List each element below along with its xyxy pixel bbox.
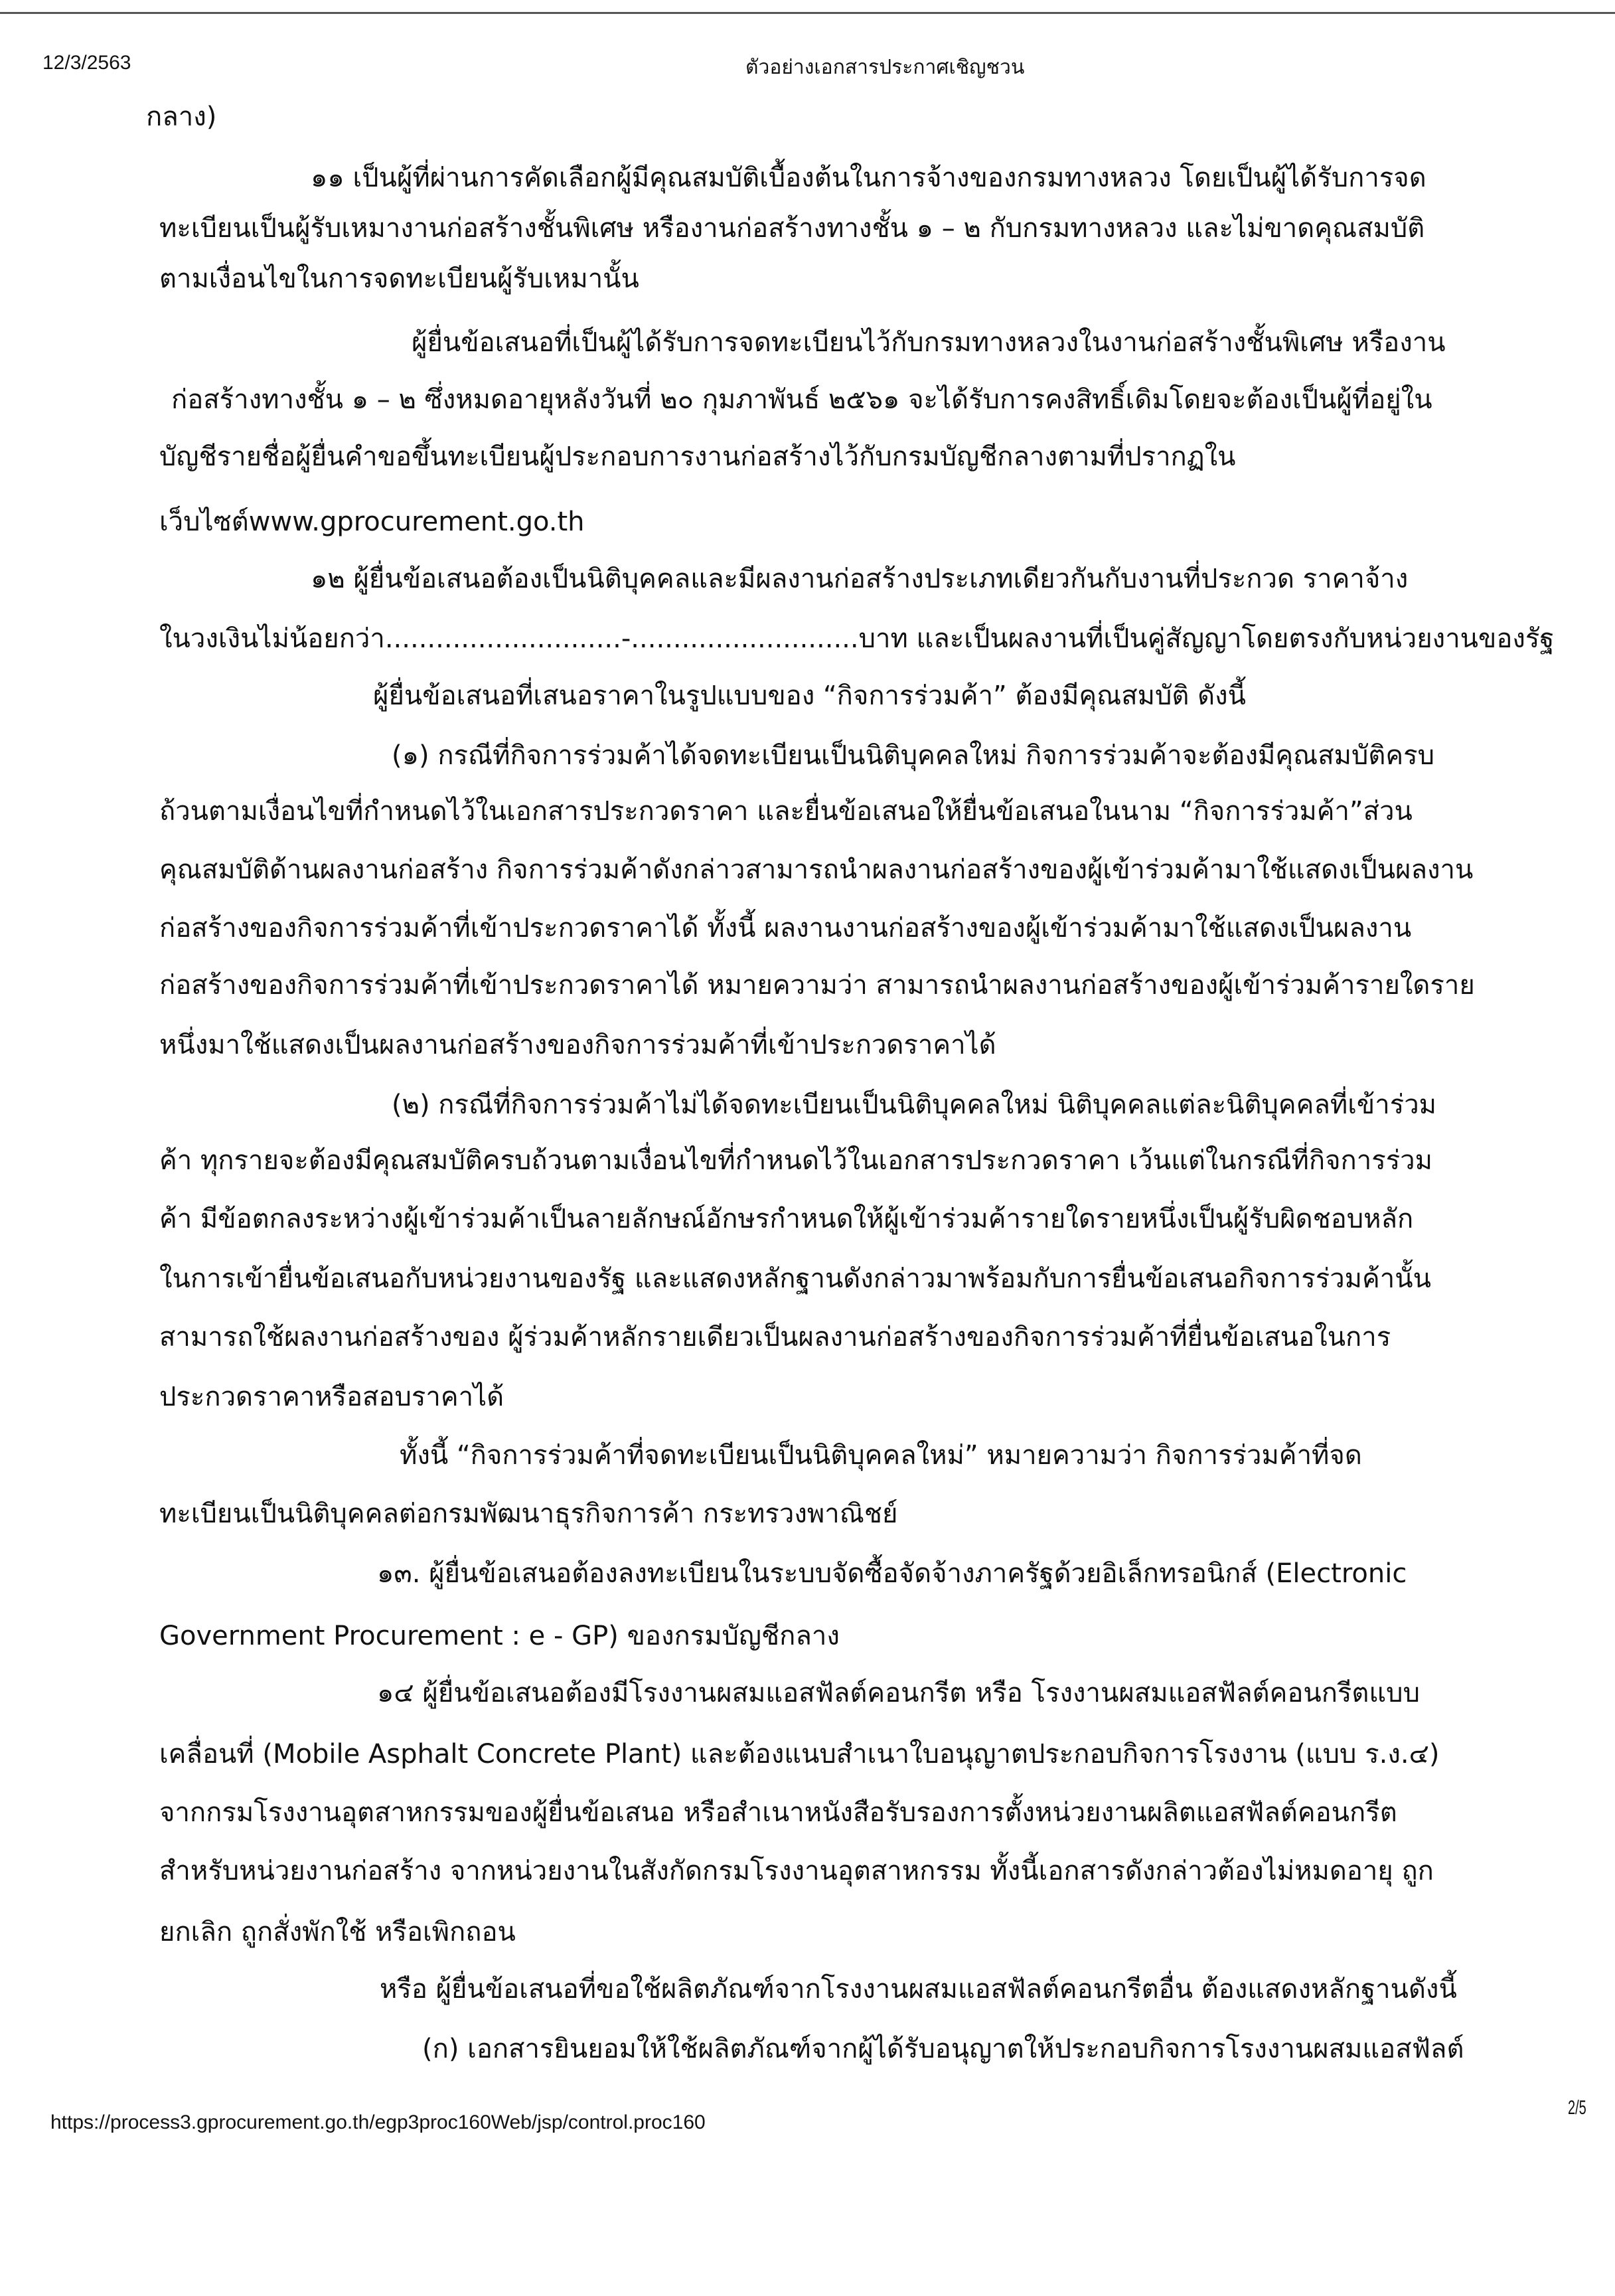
text-line: ๑๒ ผู้ยื่นข้อเสนอต้องเป็นนิติบุคคลและมีผลงานก่อสร้างประเภทเดียวกันกับงานที่ประกวด ราคาจ้าง (311, 564, 1409, 594)
text-line: จากกรมโรงงานอุตสาหกรรมของผู้ยื่นข้อเสนอ หรือสำเนาหนังสือรับรองการตั้งหน่วยงานผลิตแอสฟัลต์คอนกรีต (159, 1797, 1397, 1828)
text-line: หนึ่งมาใช้แสดงเป็นผลงานก่อสร้างของกิจการร่วมค้าที่เข้าประกวดราคาได้ (159, 1030, 996, 1060)
text-line: ผู้ยื่นข้อเสนอที่เป็นผู้ได้รับการจดทะเบียนไว้กับกรมทางหลวงในงานก่อสร้างชั้นพิเศษ หรืองาน (412, 327, 1446, 358)
document-title: ตัวอย่างเอกสารประกาศเชิญชวน (745, 56, 1025, 78)
page-number: 2/5 (1568, 2097, 1586, 2119)
text-line: ในวงเงินไม่น้อยกว่า............................-...........................บาท และเป็นผลงานที่เป็นคู่สัญญาโดยตรงกับหน่วยงานของรัฐ (159, 623, 1555, 654)
text-line: หรือ ผู้ยื่นข้อเสนอที่ขอใช้ผลิตภัณฑ์จากโรงงานผสมแอสฟัลต์คอนกรีตอื่น ต้องแสดงหลักฐานดังนี้ (380, 1974, 1457, 2005)
text-line: ก่อสร้างของกิจการร่วมค้าที่เข้าประกวดราคาได้ หมายความว่า สามารถนำผลงานก่อสร้างของผู้เข้าร่วมค้ารายใดราย (159, 970, 1475, 1001)
text-line: ค้า ทุกรายจะต้องมีคุณสมบัติครบถ้วนตามเงื่อนไขที่กำหนดไว้ในเอกสารประกวดราคา เว้นแต่ในกรณีที่กิจการร่วม (159, 1145, 1433, 1176)
text-line: ในการเข้ายื่นข้อเสนอกับหน่วยงานของรัฐ และแสดงหลักฐานดังกล่าวมาพร้อมกับการยื่นข้อเสนอกิจการร่วมค้านั้น (159, 1264, 1431, 1294)
text-line: กลาง) (146, 102, 217, 132)
text-line: ทะเบียนเป็นผู้รับเหมางานก่อสร้างชั้นพิเศษ หรืองานก่อสร้างทางชั้น ๑ – ๒ กับกรมทางหลวง และไม่ขาดคุณสมบัติ (159, 213, 1425, 244)
text-line: ๑๓. ผู้ยื่นข้อเสนอต้องลงทะเบียนในระบบจัดซื้อจัดจ้างภาครัฐด้วยอิเล็กทรอนิกส์ (Electronic (377, 1558, 1407, 1589)
print-date: 12/3/2563 (42, 52, 131, 74)
footer-url: https://process3.gprocurement.go.th/egp3proc160Web/jsp/control.proc160 (50, 2111, 706, 2133)
text-line: ก่อสร้างทางชั้น ๑ – ๒ ซึ่งหมดอายุหลังวันที่ ๒๐ กุมภาพันธ์ ๒๕๖๑ จะได้รับการคงสิทธิ์เดิมโดยจะต้องเป็นผู้ที่อยู่ใน (171, 384, 1432, 415)
text-line: ก่อสร้างของกิจการร่วมค้าที่เข้าประกวดราคาได้ ทั้งนี้ ผลงานงานก่อสร้างของผู้เข้าร่วมค้ามาใช้แสดงเป็นผลงาน (159, 913, 1412, 943)
text-line: (๒) กรณีที่กิจการร่วมค้าไม่ได้จดทะเบียนเป็นนิติบุคคลใหม่ นิติบุคคลแต่ละนิติบุคคลที่เข้าร่วม (392, 1090, 1437, 1120)
text-line: (๑) กรณีที่กิจการร่วมค้าได้จดทะเบียนเป็นนิติบุคคลใหม่ กิจการร่วมค้าจะต้องมีคุณสมบัติครบ (392, 740, 1434, 771)
text-line: Government Procurement : e - GP) ของกรมบัญชีกลาง (159, 1621, 840, 1651)
scan-top-rule (0, 12, 1615, 14)
text-line: เคลื่อนที่ (Mobile Asphalt Concrete Plant) และต้องแนบสำเนาใบอนุญาตประกอบกิจการโรงงาน (แบบ ร.ง.๔) (159, 1739, 1440, 1769)
text-line: (ก) เอกสารยินยอมให้ใช้ผลิตภัณฑ์จากผู้ได้รับอนุญาตให้ประกอบกิจการโรงงานผสมแอสฟัลต์ (422, 2034, 1464, 2064)
text-line: สามารถใช้ผลงานก่อสร้างของ ผู้ร่วมค้าหลักรายเดียวเป็นผลงานก่อสร้างของกิจการร่วมค้าที่ยื่นข้อเสนอในการ (159, 1322, 1391, 1353)
text-line: ผู้ยื่นข้อเสนอที่เสนอราคาในรูปแบบของ “กิจการร่วมค้า” ต้องมีคุณสมบัติ ดังนี้ (373, 681, 1246, 711)
text-line: คุณสมบัติด้านผลงานก่อสร้าง กิจการร่วมค้าดังกล่าวสามารถนำผลงานก่อสร้างของผู้เข้าร่วมค้ามาใช้แสดงเป็นผลงาน (159, 855, 1474, 885)
text-line: ถ้วนตามเงื่อนไขที่กำหนดไว้ในเอกสารประกวดราคา และยื่นข้อเสนอให้ยื่นข้อเสนอในนาม “กิจการร่วมค้า”ส่วน (159, 796, 1413, 827)
text-line: เว็บไซต์www.gprocurement.go.th (159, 507, 585, 537)
text-line: ค้า มีข้อตกลงระหว่างผู้เข้าร่วมค้าเป็นลายลักษณ์อักษรกำหนดให้ผู้เข้าร่วมค้ารายใดรายหนึ่งเป็นผู้รับผิดชอบหลัก (159, 1204, 1414, 1234)
text-line: สำหรับหน่วยงานก่อสร้าง จากหน่วยงานในสังกัดกรมโรงงานอุตสาหกรรม ทั้งนี้เอกสารดังกล่าวต้องไม่หมดอายุ ถูก (159, 1856, 1434, 1886)
text-line: ประกวดราคาหรือสอบราคาได้ (159, 1382, 504, 1412)
text-line: ๑๔ ผู้ยื่นข้อเสนอต้องมีโรงงานผสมแอสฟัลต์คอนกรีต หรือ โรงงานผสมแอสฟัลต์คอนกรีตแบบ (377, 1678, 1420, 1708)
text-line: ตามเงื่อนไขในการจดทะเบียนผู้รับเหมานั้น (159, 264, 639, 294)
text-line: ทะเบียนเป็นนิติบุคคลต่อกรมพัฒนาธุรกิจการค้า กระทรวงพาณิชย์ (159, 1499, 898, 1529)
text-line: ๑๑ เป็นผู้ที่ผ่านการคัดเลือกผู้มีคุณสมบัติเบื้องต้นในการจ้างของกรมทางหลวง โดยเป็นผู้ได้รับการจด (311, 163, 1426, 193)
text-line: ทั้งนี้ “กิจการร่วมค้าที่จดทะเบียนเป็นนิติบุคคลใหม่” หมายความว่า กิจการร่วมค้าที่จด (400, 1440, 1362, 1471)
text-line: ยกเลิก ถูกสั่งพักใช้ หรือเพิกถอน (159, 1917, 516, 1947)
text-line: บัญชีรายชื่อผู้ยื่นคำขอขึ้นทะเบียนผู้ประกอบการงานก่อสร้างไว้กับกรมบัญชีกลางตามที่ปรากฏใน (159, 442, 1236, 472)
